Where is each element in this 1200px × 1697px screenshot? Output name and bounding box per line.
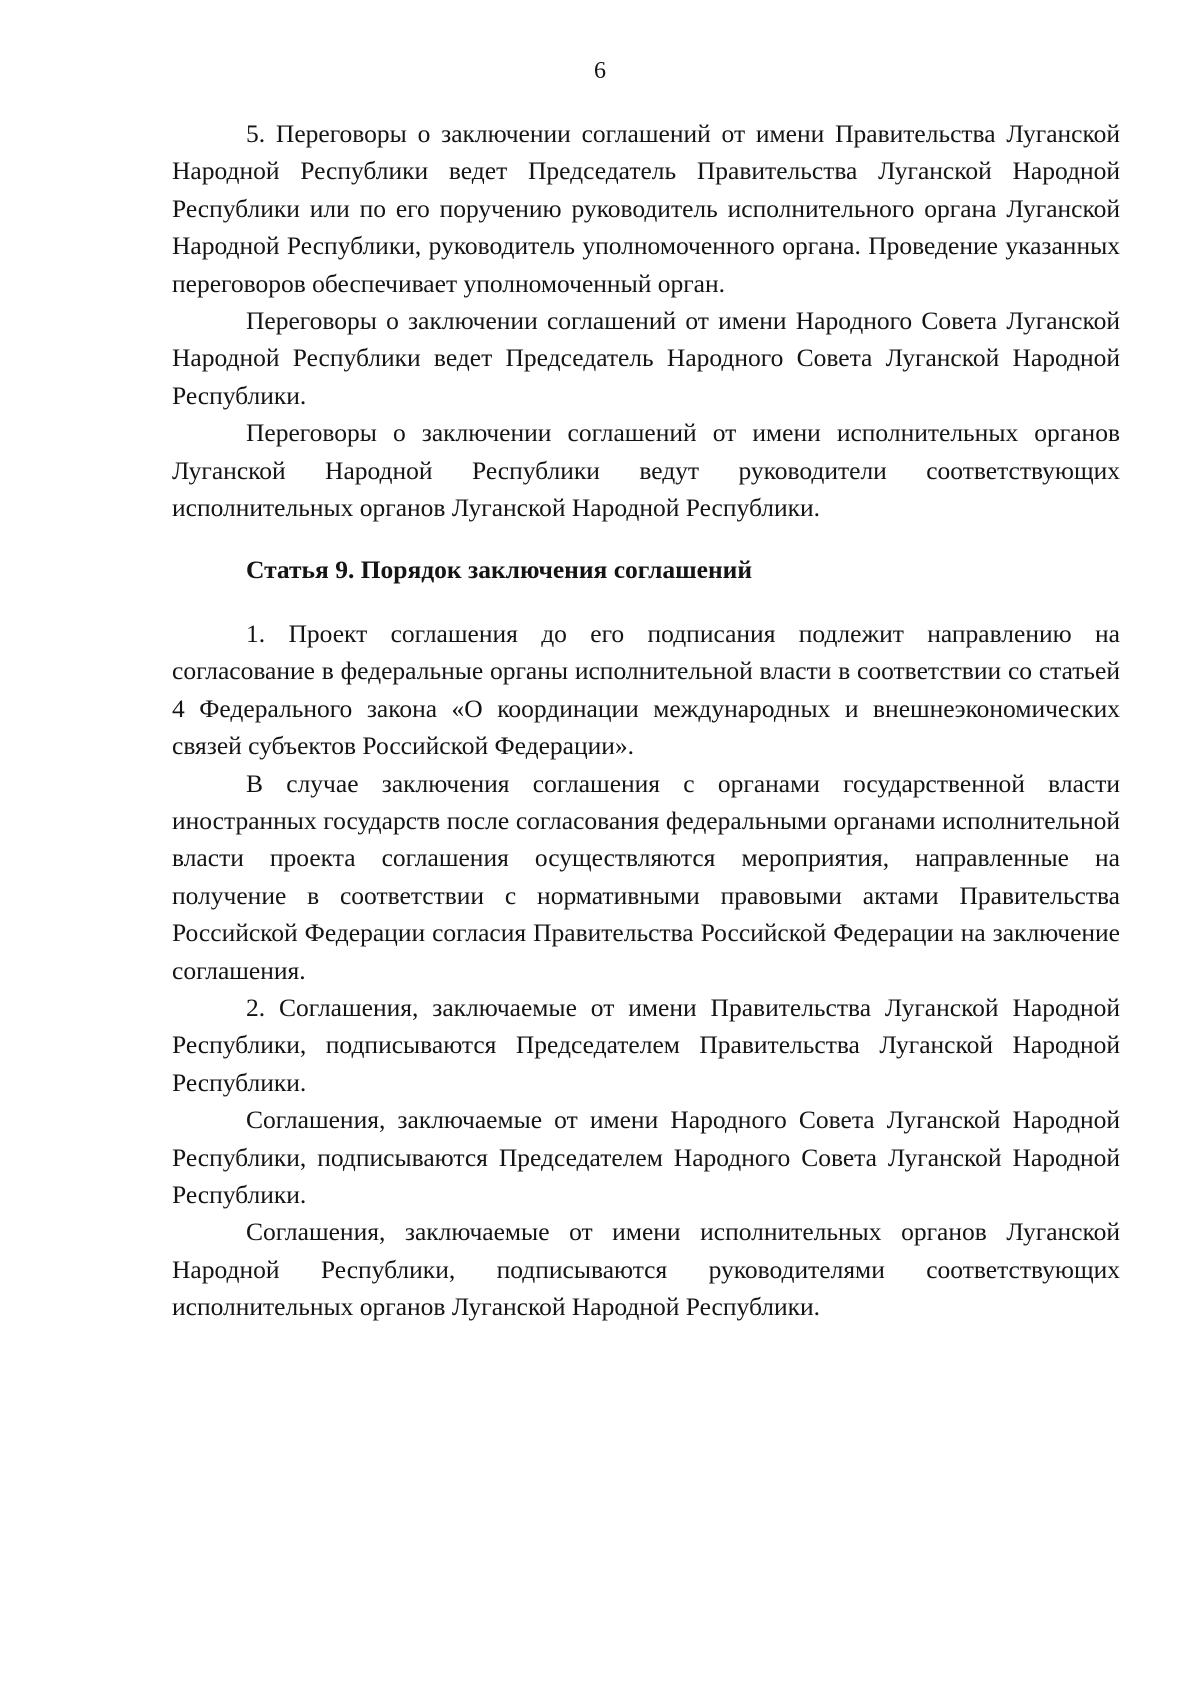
paragraph-signing-executive-bodies: Соглашения, заключаемые от имени исполнительных органов Луганской Народной Республики, подписываются руководителями соответствующих исполнительных органов Луганской Народной Республики.	[172, 1217, 1120, 1322]
paragraph-2-signing-government: 2. Соглашения, заключаемые от имени Правительства Луганской Народной Республики, подписываются Председателем Правительства Луганской Народной Республики.	[172, 992, 1120, 1097]
paragraph-negotiations-people-council: Переговоры о заключении соглашений от имени Народного Совета Луганской Народной Республики ведет Председатель Народного Совета Луганской Народной Республики.	[172, 306, 1120, 410]
paragraph-signing-people-council: Соглашения, заключаемые от имени Народного Совета Луганской Народной Республики, подписываются Председателем Народного Совета Луганской Народной Республики.	[172, 1105, 1120, 1209]
paragraph-5-negotiations-government: 5. Переговоры о заключении соглашений от имени Правительства Луганской Народной Республики ведет Председатель Правительства Луганской Народной Республики или по его поручению руководитель исполнительного органа Луганской Народной Республики, руководитель уполномоченного органа. Проведение указанных переговоров обеспечивает уполномоченный орган.	[172, 119, 1120, 298]
document-body	[172, 115, 1120, 1326]
paragraph-foreign-states-agreement: В случае заключения соглашения с органами государственной власти иностранных государств после согласования федеральными органами исполнительной власти проекта соглашения осуществляются мероприятия, направленные на получение в соответствии с нормативными правовыми актами Правительства Российской Федерации согласия Правительства Российской Федерации на заключение соглашения.	[172, 768, 1120, 985]
article-9-heading: Статья 9. Порядок заключения соглашений	[246, 555, 753, 585]
paragraph-negotiations-executive-bodies: Переговоры о заключении соглашений от имени исполнительных органов Луганской Народной Республики ведут руководители соответствующих исполнительных органов Луганской Народной Республики.	[172, 418, 1120, 523]
paragraph-1-draft-agreement: 1. Проект соглашения до его подписания подлежит направлению на согласование в федеральные органы исполнительной власти в соответствии со статьей 4 Федерального закона «О координации международных и внешнеэкономических связей субъектов Российской Федерации».	[172, 618, 1120, 761]
page-number: 6	[594, 58, 606, 84]
